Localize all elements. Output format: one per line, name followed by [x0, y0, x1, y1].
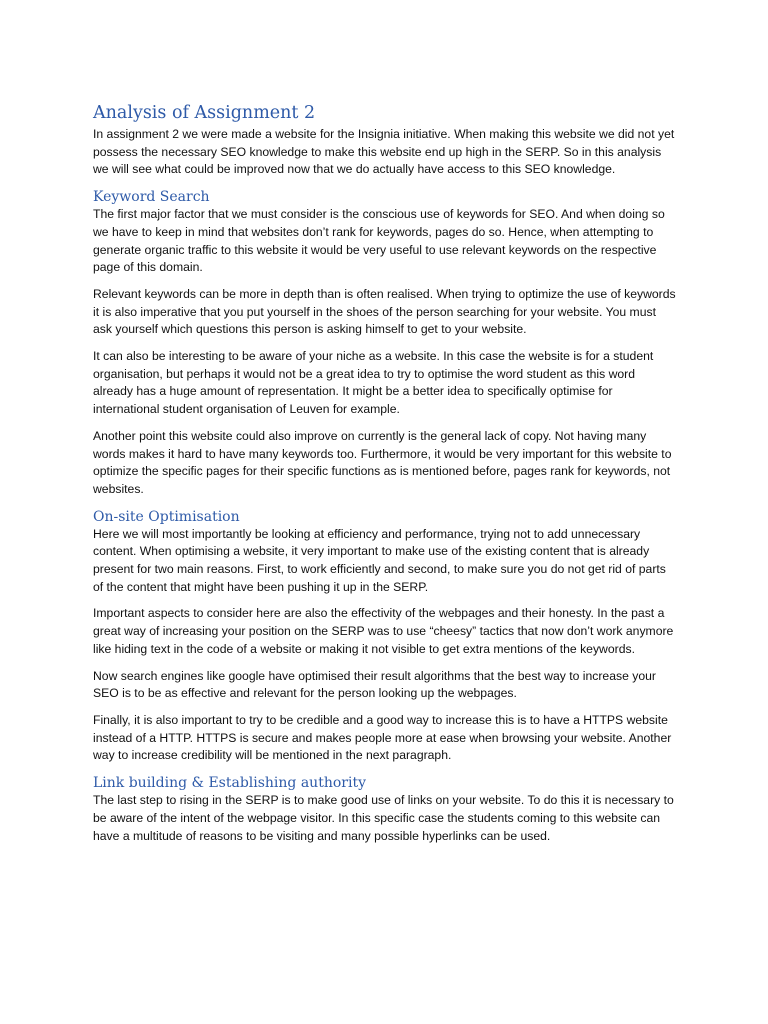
document-body	[93, 102, 678, 854]
paragraph: Here we will most importantly be looking at efficiency and performance, trying not to add unnecessary content. When optimising a website, it very important to make use of the existing content that is already present for two main reasons. First, to work efficiently and second, to make sure you do not get rid of parts of the content that might have been pushing it up in the SERP.	[93, 526, 666, 594]
section-heading: Keyword Search	[93, 189, 210, 206]
section-heading: Link building & Establishing authority	[93, 775, 366, 792]
paragraph: Important aspects to consider here are also the effectivity of the webpages and their honesty. In the past a great way of increasing your position on the SERP was to use “cheesy” tactics that now don’t work anymore like hiding text in the code of a website or making it not visible to get extra mentions of the keywords.	[93, 606, 674, 656]
document-title: Analysis of Assignment 2	[93, 103, 316, 123]
intro-paragraph: In assignment 2 we were made a website for the Insignia initiative. When making this website we did not yet possess the necessary SEO knowledge to make this website end up high in the SERP. So in this analysis we will see what could be improved now that we do actually have access to this SEO knowledge.	[93, 127, 675, 177]
section-link-building	[93, 774, 678, 845]
section-on-site-optimisation	[93, 508, 678, 765]
paragraph: The last step to rising in the SERP is to make good use of links on your website. To do this it is necessary to be aware of the intent of the webpage visitor. In this specific case the students coming to this website can have a multitude of reasons to be visiting and many possible hyperlinks can be used.	[93, 793, 674, 843]
paragraph: The first major factor that we must consider is the conscious use of keywords for SEO. And when doing so we have to keep in mind that websites don’t rank for keywords, pages do so. Hence, when attempting to generate organic traffic to this website it would be very useful to use relevant keywords on the respective page of this domain.	[93, 207, 665, 275]
paragraph: Finally, it is also important to try to be credible and a good way to increase this is to have a HTTPS website instead of a HTTP. HTTPS is secure and makes people more at ease when browsing your website. Another way to increase credibility will be mentioned in the next paragraph.	[93, 712, 672, 763]
paragraph: Another point this website could also improve on currently is the general lack of copy. Not having many words makes it hard to have many keywords too. Furthermore, it would be very important for this website to optimize the specific pages for their specific functions as is mentioned before, pages rank for keywords, not websites.	[93, 428, 672, 496]
section-heading: On-site Optimisation	[93, 508, 240, 525]
paragraph: Now search engines like google have optimised their result algorithms that the best way to increase your SEO is to be as effective and relevant for the person looking up the webpages.	[93, 668, 656, 701]
paragraph: It can also be interesting to be aware of your niche as a website. In this case the website is for a student organisation, but perhaps it would not be a great idea to try to optimise the word student as this word already has a huge amount of representation. It might be a better idea to specifically optimise for international student organisation of Leuven for example.	[93, 349, 654, 417]
paragraph: Relevant keywords can be more in depth than is often realised. When trying to optimize the use of keywords it is also imperative that you put yourself in the shoes of the person searching for your website. You must ask yourself which questions this person is asking himself to get to your website.	[93, 286, 676, 337]
section-keyword-search	[93, 188, 678, 499]
